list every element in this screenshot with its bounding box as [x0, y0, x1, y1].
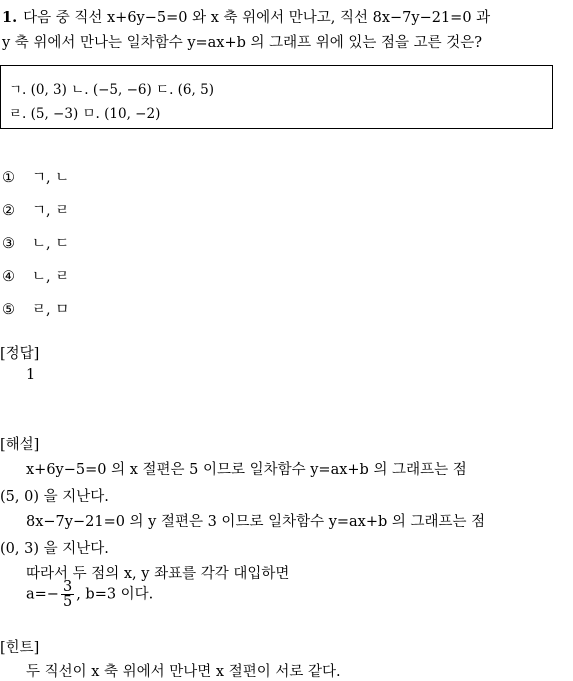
choice-box-row-1: ㄱ. (0, 3) ㄴ. (−5, −6) ㄷ. (6, 5)	[9, 82, 214, 98]
option-3-text: ㄴ, ㄷ	[32, 236, 70, 252]
question-number: 1.	[2, 9, 18, 26]
option-1-symbol: ①	[2, 170, 15, 186]
solution-line-4	[26, 580, 153, 609]
option-3[interactable]	[2, 232, 69, 253]
option-1[interactable]	[2, 166, 69, 187]
choice-box	[0, 65, 553, 129]
option-3-symbol: ③	[2, 236, 15, 252]
solution-label: [해설]	[0, 437, 40, 453]
option-2-symbol: ②	[2, 203, 15, 219]
choice-box-row-2: ㄹ. (5, −3) ㅁ. (10, −2)	[9, 106, 161, 122]
option-5[interactable]	[2, 298, 69, 319]
option-4[interactable]	[2, 265, 69, 286]
option-4-symbol: ④	[2, 269, 15, 285]
option-5-symbol: ⑤	[2, 302, 15, 318]
solution-line-2a: 8x−7y−21=0 의 y 절편은 3 이므로 일차함수 y=ax+b 의 그래프는 점	[26, 514, 486, 530]
question-line-1	[2, 6, 490, 27]
fraction-3-5	[61, 580, 74, 609]
hint-label: [힌트]	[0, 640, 40, 656]
option-4-text: ㄴ, ㄹ	[32, 269, 70, 285]
solution-line-2b: (0, 3) 을 지난다.	[0, 541, 109, 557]
option-2[interactable]	[2, 199, 69, 220]
fraction-denominator: 5	[62, 594, 73, 610]
option-1-text: ㄱ, ㄴ	[32, 170, 70, 186]
solution-line-3: 따라서 두 점의 x, y 좌표를 각각 대입하면	[26, 566, 290, 582]
answer-label: [정답]	[0, 346, 40, 362]
answer-value: 1	[26, 367, 36, 383]
solution-line-1a: x+6y−5=0 의 x 절편은 5 이므로 일차함수 y=ax+b 의 그래프는 점	[26, 462, 467, 478]
option-5-text: ㄹ, ㅁ	[32, 302, 70, 318]
solution-b-suffix: , b=3 이다.	[76, 586, 154, 603]
solution-a-prefix: a=−	[26, 586, 59, 603]
hint-text: 두 직선이 x 축 위에서 만나면 x 절편이 서로 같다.	[26, 664, 341, 680]
solution-line-1b: (5, 0) 을 지난다.	[0, 489, 109, 505]
fraction-numerator: 3	[62, 579, 73, 595]
question-text-1: 다음 중 직선 x+6y−5=0 와 x 축 위에서 만나고, 직선 8x−7y−21=0 과	[23, 10, 491, 26]
option-2-text: ㄱ, ㄹ	[32, 203, 70, 219]
question-line-2: y 축 위에서 만나는 일차함수 y=ax+b 의 그래프 위에 있는 점을 고른 것은?	[2, 35, 483, 51]
